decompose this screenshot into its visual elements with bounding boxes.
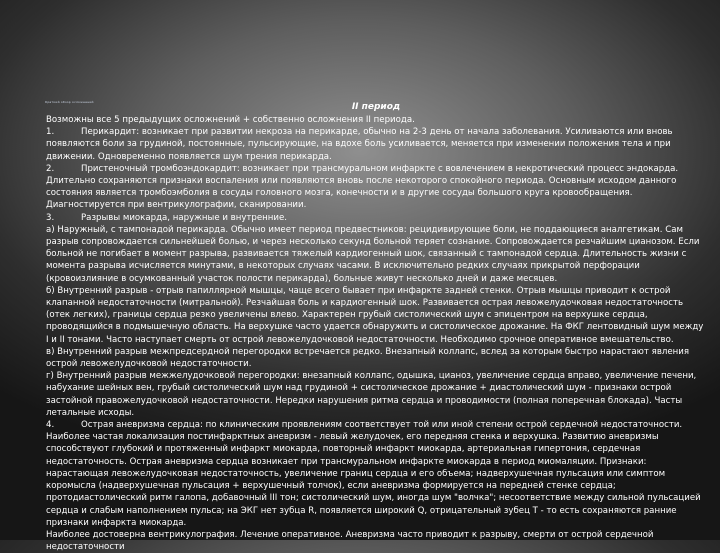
- slide-content: [46, 101, 706, 553]
- list-number: 4.: [46, 420, 55, 431]
- paragraph-text: Острая аневризма сердца: по клиническим проявлениям соответствует той или иной степени острой сердечной недостаточности. Наиболее частая локализация постинфарктных аневризм - левый желудочек, его передняя стенка и верхушка. Развитию аневризмы способствуют глубокий и протяженный инфаркт миокарда, повторный инфаркт миокарда, артериальная гипертония, сердечная недостаточность. Острая аневризма сердца возникает при трансмуральном инфаркте миокарда в период миомаляции. Признаки: нарастающая левожелудочковая недостаточность, увеличение границ сердца и его объема; надверхушечная пульсация или симптом коромысла (надверхушечная пульсация + верхушечный толчок), если аневризма формируется на передней стенке сердца; протодиастолический ритм галопа, добавочный III тон; систолический шум, иногда шум "волчка"; несоответствие между сильной пульсацией сердца и слабым наполнением пульса; на ЭКГ нет зубца R, появляется широкий Q, отрицательный зубец T - то есть сохраняются ранние признаки инфаркта миокарда.: [46, 420, 701, 528]
- paragraph-text: Наиболее достоверна вентрикулография. Лечение оперативное. Аневризма часто приводит к разрыву, смерти от острой сердечной недостаточности: [46, 529, 654, 553]
- list-number: 1.: [46, 127, 55, 138]
- paragraph-text: б) Внутренний разрыв - отрыв папиллярной мышцы, чаще всего бывает при инфаркте задней стенки. Отрыв мышцы приводит к острой клапанной недостаточности (митральной). Резчайшая боль и кардиогенный шок. Развивается острая левожелудочковая недостаточность (отек легких), границы сердца резко увеличены влево. Характерен грубый систолический шум с эпицентром на верхушке сердца, проводящийся в подмышечную область. На верхушке часто удается обнаружить и систолическое дрожание. На ФКГ лентовидный шум между I и II тонами. Часто наступает смерть от острой левожелудочковой недостаточности. Необходимо срочное оперативное вмешательство.: [46, 285, 704, 345]
- list-number: 2.: [46, 163, 55, 174]
- paragraph-external-rupture: [46, 224, 706, 285]
- paragraph-intro: [46, 114, 706, 126]
- paragraph-text: Возможны все 5 предыдущих осложнений + собственно осложнения II периода.: [46, 115, 415, 125]
- paragraph-text: в) Внутренний разрыв межпредсердной перегородки встречается редко. Внезапный коллапс, вслед за которым быстро нарастают явления острой левожелудочковой недостаточности.: [46, 346, 690, 370]
- paragraph-atrial-septum-rupture: [46, 346, 706, 370]
- paragraph-text: Разрывы миокарда, наружные и внутренние.: [81, 212, 288, 223]
- paragraph-acute-aneurysm: [46, 419, 706, 529]
- paragraph-conclusion: [46, 529, 706, 553]
- paragraph-ruptures: [46, 212, 706, 224]
- paragraph-text: а) Наружный, с тампонадой перикарда. Обычно имеет период предвестников: рецидивирующие боли, не поддающиеся аналгетикам. Сам разрыв сопровождается сильнейшей болью, и через несколько секунд больной теряет сознание. Сопровождается резчайшим цианозом. Если больной не погибает в момент разрыва, развивается тяжелый кардиогенный шок, связанный с тампонадой сердца. Длительность жизни с момента разрыва исчисляется минутами, в некоторых случаях часами. В исключительно редких случаях прикрытой перфорации (кровоизлияние в осумкованный участок полости перикарда), больные живут несколько дней и даже месяцев.: [46, 224, 700, 284]
- section-title: II период: [351, 102, 401, 112]
- slide-header-caption: Краткий обзор осложнений: [45, 100, 94, 104]
- list-number: 3.: [46, 212, 55, 223]
- paragraph-text: Перикардит: возникает при развитии некроза на перикарде, обычно на 2-3 день от начала заболевания. Усиливаются или вновь появляются боли за грудиной, постоянные, пульсирующие, на вдохе боль усиливается, меняется при изменении положения тела и при движении. Одновременно появляется шум трения перикарда.: [46, 127, 673, 162]
- paragraph-thromboendocarditis: [46, 163, 706, 212]
- paragraph-pericarditis: [46, 126, 706, 163]
- paragraph-ventricular-septum-rupture: [46, 370, 706, 419]
- paragraph-text: г) Внутренний разрыв межжелудочковой перегородки: внезапный коллапс, одышка, цианоз, увеличение сердца вправо, увеличение печени, набухание шейных вен, грубый систолический шум над грудиной + систолическое дрожание + диастолический шум - признаки острой застойной правожелудочковой недостаточности. Нередки нарушения ритма сердца и проводимости (полная поперечная блокада). Часты летальные исходы.: [46, 371, 697, 418]
- paragraph-text: Пристеночный тромбоэндокардит: возникает при трансмуральном инфаркте с вовлечением в некротический процесс эндокарда. Длительно сохраняются признаки воспаления или появляются вновь после некоторого спокойного периода. Основным исходом данного состояния является тромбоэмболия в сосуды головного мозга, конечности и в другие сосуды большого круга кровообращения. Диагностируется при вентрикулографии, сканировании.: [46, 163, 679, 211]
- paragraph-papillary-rupture: [46, 285, 706, 346]
